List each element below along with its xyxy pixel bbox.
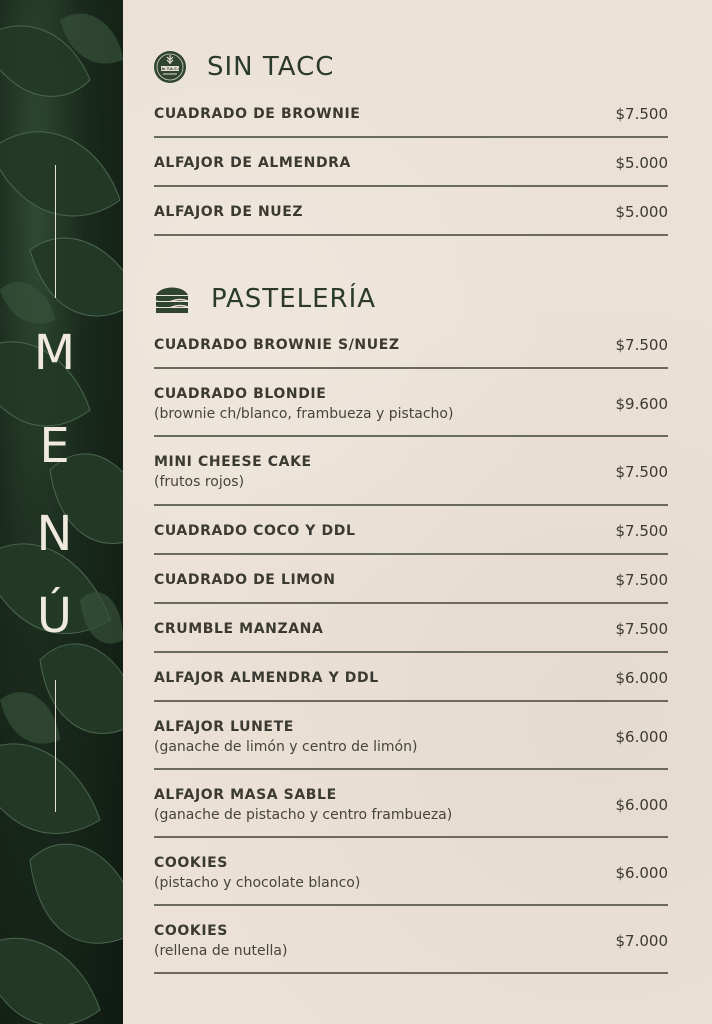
menu-item-name: ALFAJOR DE ALMENDRA <box>154 155 351 171</box>
menu-item-price: $6.000 <box>615 795 668 814</box>
menu-item-text <box>154 621 323 637</box>
menu-item-price: $7.500 <box>615 105 668 123</box>
menu-item-text <box>154 155 351 171</box>
menu-item-text <box>154 572 336 588</box>
menu-item-text <box>154 454 312 490</box>
menu-item-text <box>154 386 453 422</box>
section-title-sin-tacc: SIN TACC <box>207 52 335 82</box>
menu-item-text <box>154 106 360 122</box>
gluten-free-badge-icon <box>153 50 187 84</box>
menu-item-row <box>154 773 668 838</box>
leaf-side-panel <box>0 0 123 1024</box>
menu-item-price: $7.500 <box>615 463 668 481</box>
menu-item-name: ALFAJOR ALMENDRA Y DDL <box>154 670 379 686</box>
menu-letter-m: M <box>33 325 77 381</box>
section-header-sin-tacc <box>153 50 334 84</box>
menu-item-row <box>154 141 668 187</box>
menu-item-price: $7.500 <box>615 571 668 589</box>
menu-item-row <box>154 92 668 138</box>
menu-item-row <box>154 509 668 555</box>
section-header-pasteleria <box>153 283 376 315</box>
menu-item-description: (frutos rojos) <box>154 474 245 490</box>
menu-item-text <box>154 719 417 755</box>
menu-item-name: ALFAJOR LUNETE <box>154 718 294 735</box>
menu-item-row <box>154 440 668 506</box>
menu-item-name: COOKIES <box>154 922 228 939</box>
menu-item-text <box>154 923 287 959</box>
menu-item-price: $9.600 <box>615 394 668 413</box>
menu-item-description: (pistacho y chocolate blanco) <box>154 874 361 891</box>
menu-item-name: ALFAJOR MASA SABLE <box>154 786 337 803</box>
menu-rule-top <box>55 165 56 298</box>
menu-item-row <box>154 705 668 770</box>
menu-item-description: (ganache de limón y centro de limón) <box>154 738 418 755</box>
menu-item-text <box>154 204 303 220</box>
menu-item-row <box>154 372 668 437</box>
menu-item-name: CUADRADO BROWNIE S/NUEZ <box>154 337 400 353</box>
menu-item-price: $7.500 <box>615 620 668 638</box>
menu-item-row <box>154 607 668 653</box>
menu-item-text <box>154 787 452 823</box>
cake-slice-icon <box>153 283 191 315</box>
menu-item-description: (brownie ch/blanco, frambueza y pistacho) <box>154 405 454 422</box>
menu-item-text <box>154 855 360 891</box>
menu-item-price: $7.500 <box>615 522 668 540</box>
menu-item-name: MINI CHEESE CAKE <box>154 454 312 470</box>
menu-item-row <box>154 841 668 906</box>
menu-item-text <box>154 337 400 353</box>
menu-item-description: (ganache de pistacho y centro frambueza) <box>154 806 453 823</box>
menu-letter-u: Ú <box>36 588 74 644</box>
menu-item-text <box>154 670 379 686</box>
menu-item-price: $7.000 <box>615 931 668 950</box>
menu-item-row <box>154 656 668 702</box>
menu-item-name: COOKIES <box>154 854 228 871</box>
menu-item-price: $6.000 <box>615 669 668 687</box>
menu-item-row <box>154 323 668 369</box>
menu-item-price: $7.500 <box>615 336 668 354</box>
menu-item-text <box>154 523 355 539</box>
menu-item-name: CUADRADO DE BROWNIE <box>154 106 361 122</box>
menu-letter-e: E <box>39 418 71 474</box>
menu-item-row <box>154 909 668 974</box>
menu-item-price: $5.000 <box>615 203 668 221</box>
section-title-pasteleria: PASTELERÍA <box>211 284 377 314</box>
menu-item-row <box>154 190 668 236</box>
menu-letter-n: N <box>36 506 74 562</box>
menu-item-name: CUADRADO BLONDIE <box>154 385 327 402</box>
menu-item-description: (rellena de nutella) <box>154 942 288 959</box>
menu-item-price: $6.000 <box>615 863 668 882</box>
menu-item-price: $6.000 <box>615 727 668 746</box>
menu-item-price: $5.000 <box>615 154 668 172</box>
menu-rule-bottom <box>55 680 56 812</box>
gluten-free-badge-text: Sin T.A.C.C <box>159 67 181 71</box>
menu-item-name: CUADRADO COCO Y DDL <box>154 523 356 539</box>
menu-item-row <box>154 558 668 604</box>
menu-item-name: ALFAJOR DE NUEZ <box>154 204 304 220</box>
menu-item-name: CUADRADO DE LIMON <box>154 572 336 588</box>
menu-item-name: CRUMBLE MANZANA <box>154 621 324 637</box>
